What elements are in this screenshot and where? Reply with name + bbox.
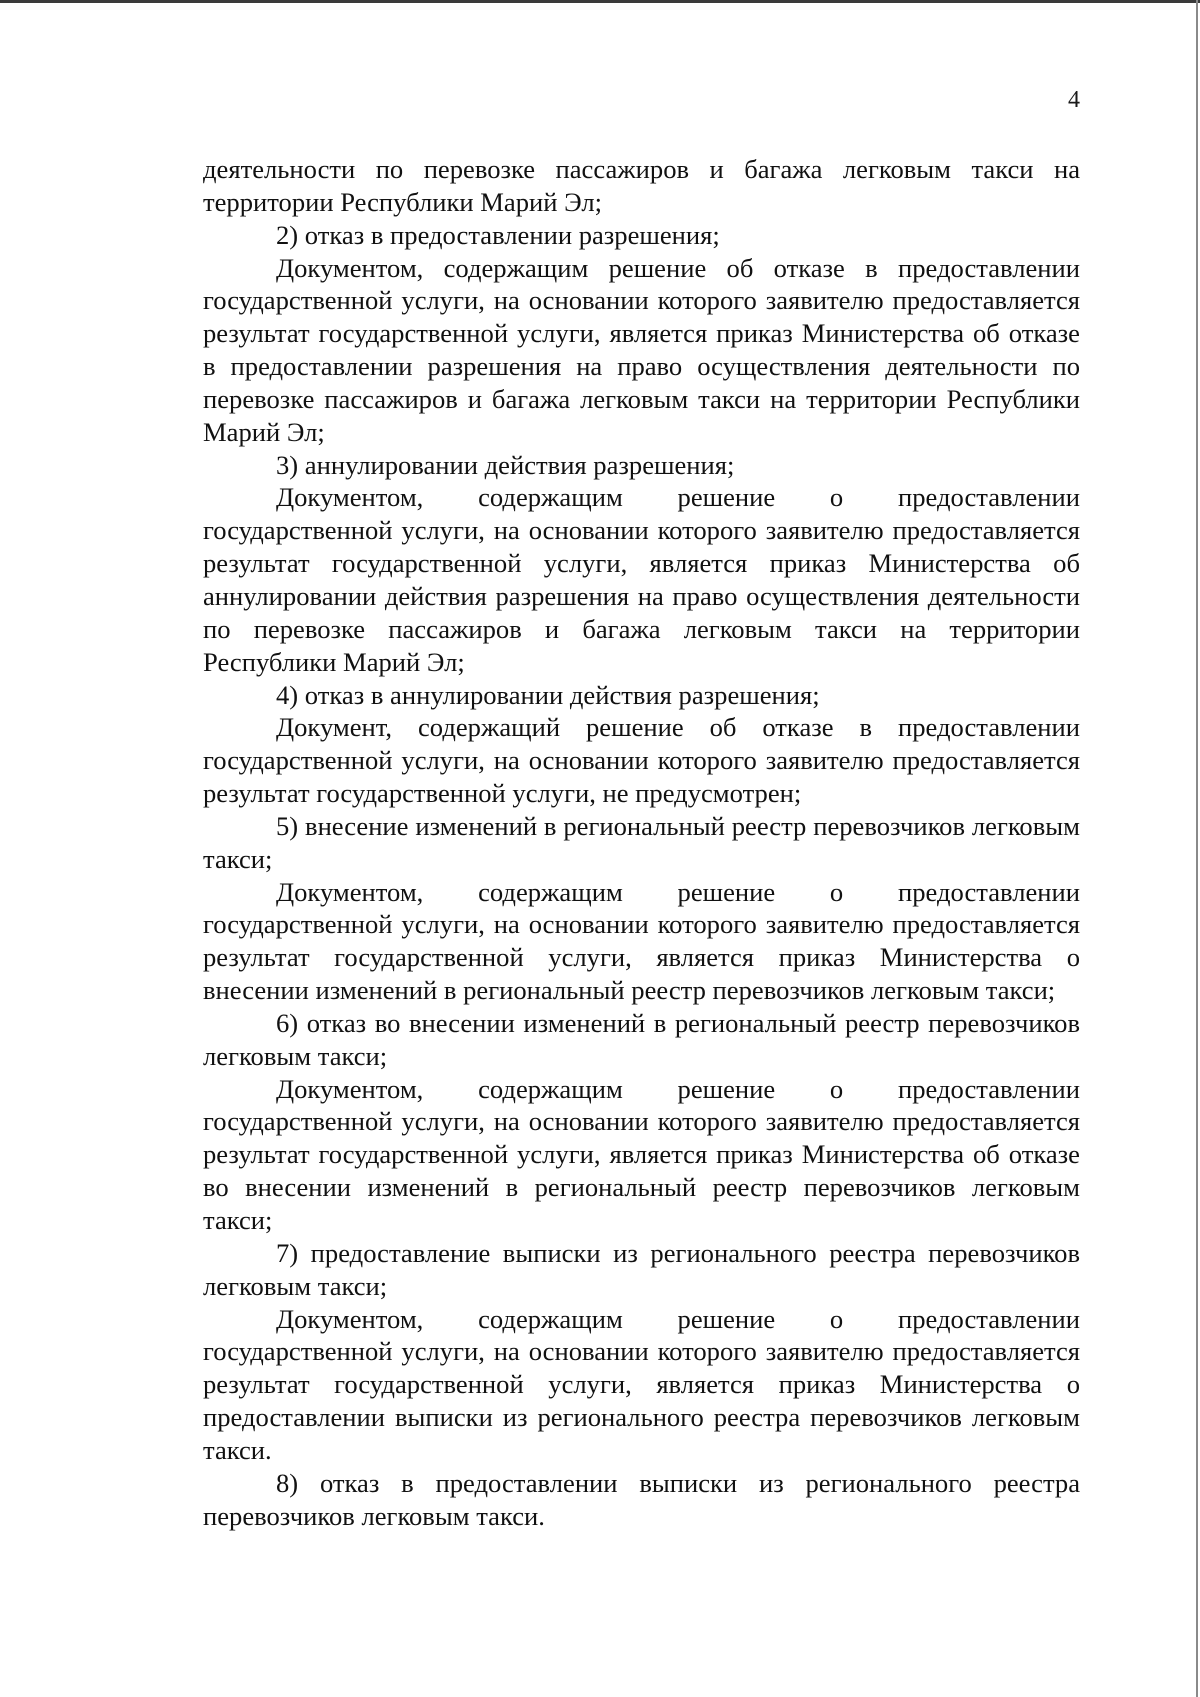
paragraph: Документ, содержащий решение об отказе в предоставлении государственной услуги, на основании которого заявителю предоставляется результат государственной услуги, не предусмотрен; [203, 712, 1080, 809]
paragraph: Документом, содержащим решение о предоставлении государственной услуги, на основании которого заявителю предоставляется результат государственной услуги, является приказ Министерства об аннулировании действия разрешения на право осуществления деятельности по перевозке пассажиров и багажа легковым такси на территории Республики Марий Эл; [203, 482, 1080, 677]
scan-top-edge [0, 0, 1200, 3]
list-item-heading: 5) внесение изменений в региональный реестр перевозчиков легковым такси; [203, 810, 1080, 874]
page-number: 4 [1068, 87, 1080, 113]
list-item-heading: 7) предоставление выписки из регионального реестра перевозчиков легковым такси; [203, 1237, 1080, 1301]
list-item-heading: 2) отказ в предоставлении разрешения; [276, 219, 720, 250]
paragraph: Документом, содержащим решение о предоставлении государственной услуги, на основании которого заявителю предоставляется результат государственной услуги, является приказ Министерства о внесении изменений в региональный реестр перевозчиков легковым такси; [203, 876, 1080, 1006]
list-item-heading: 8) отказ в предоставлении выписки из регионального реестра перевозчиков легковым такси. [203, 1467, 1080, 1531]
list-item-heading: 3) аннулировании действия разрешения; [276, 449, 735, 480]
list-item-heading: 6) отказ во внесении изменений в региональный реестр перевозчиков легковым такси; [203, 1007, 1080, 1071]
list-item-heading: 4) отказ в аннулировании действия разрешения; [276, 679, 820, 710]
paragraph: Документом, содержащим решение о предоставлении государственной услуги, на основании которого заявителю предоставляется результат государственной услуги, является приказ Министерства о предоставлении выписки из регионального реестра перевозчиков легковым такси. [203, 1303, 1080, 1465]
paragraph: Документом, содержащим решение об отказе в предоставлении государственной услуги, на основании которого заявителю предоставляется результат государственной услуги, является приказ Министерства об отказе в предоставлении разрешения на право осуществления деятельности по перевозке пассажиров и багажа легковым такси на территории Республики Марий Эл; [203, 252, 1080, 447]
scan-right-edge [1196, 0, 1198, 1697]
paragraph: Документом, содержащим решение о предоставлении государственной услуги, на основании которого заявителю предоставляется результат государственной услуги, является приказ Министерства об отказе во внесении изменений в региональный реестр перевозчиков легковым такси; [203, 1073, 1080, 1235]
paragraph: деятельности по перевозке пассажиров и багажа легковым такси на территории Республики Марий Эл; [203, 154, 1080, 217]
document-body [203, 153, 1080, 1532]
